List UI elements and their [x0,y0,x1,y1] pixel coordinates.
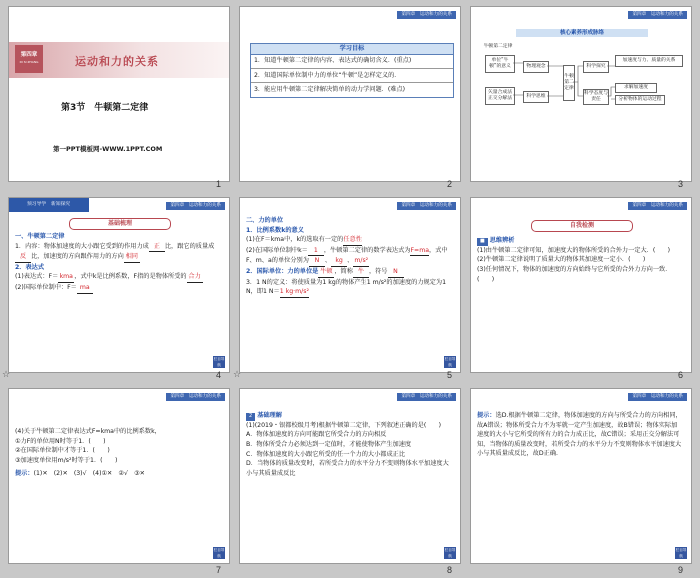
slide-number: 5 [447,370,453,380]
slide-7[interactable] [8,388,230,564]
paragraph: (1)在F＝kma中，k的选取有一定的任意性 [246,235,451,246]
slide-number: 7 [216,565,222,575]
paragraph: 2．国际单位：力的单位是 牛顿 ，简称 牛 ，符号 N [246,267,451,278]
content [246,411,451,478]
paragraph: (2)在国际单位制中k＝ 1 ，牛顿第二定律的数学表达式为F=ma，式中F、m、a的单位分别为 N 、 kg 、m/s² [246,246,451,267]
back-button[interactable]: 栏目导航 [213,357,225,367]
back-button[interactable]: 栏目导航 [444,548,456,558]
chapter-tag: 第四章 运动和力的关系 [397,11,456,19]
slide-number: 4 [216,370,222,380]
slide-3[interactable] [470,6,692,182]
stem: (1)(2019・银都校级月考)根据牛顿第二定律，下列叙述正确的是( ) [246,421,442,429]
content [477,236,682,284]
back-button[interactable]: 栏目导航 [213,548,225,558]
slide-5[interactable] [239,197,461,373]
slide-9[interactable] [470,388,692,564]
content [15,427,220,479]
goal-item: 3．能应用牛顿第二定律解决简单的动力学问题．(难点) [254,86,406,94]
node: 科学思维 [523,91,549,103]
slide-6[interactable] [470,197,692,373]
chapter-tag: 第四章 运动和力的关系 [628,11,687,19]
section-title: 基础梳理 [69,218,171,230]
node: 物理观念 [523,61,549,73]
slide-1[interactable] [8,6,230,182]
back-button[interactable]: 栏目导航 [675,548,687,558]
star-icon: ☆ [2,370,11,380]
item: ①力F的单位用N时等于1．( ) [15,437,106,445]
slide-4[interactable] [8,197,230,373]
chapter-tag: 第四章 运动和力的关系 [166,202,225,210]
mind-map [483,43,683,131]
paragraph: 3．1 N的定义：将使质量为1 kg的物体产生1 m/s²的加速度的力规定为1 N，即1 N＝1 kg·m/s² [246,278,451,298]
item: ③加速度单位用m/s²时等于1．( ) [15,456,118,464]
node: 矢量合成法正交分解法 [485,87,515,105]
content [15,232,220,294]
node: 科学探究 [583,61,609,73]
question: (2)牛顿第二定律说明了质量大的物体其加速度一定小．( ) [477,256,646,264]
goal-item: 1．知道牛顿第二定律的内容、表达式的确切含义．(重点) [251,54,453,69]
node-root: 牛顿第二定律 [483,44,513,50]
tag: 2 基础理解 [246,411,451,421]
node: 加速度与力、质量的关系 [615,55,683,67]
heading: 2．表达式 [15,263,45,271]
option: D．当物体的质量改变时，若所受合力的水平分力不变则物体水平加速度大小与其质量成反比 [246,460,449,477]
question: (3)任何情况下，物体的加速度的方向始终与它所受的合外力方向一致．( ) [477,265,672,283]
paragraph: 1．内容：物体加速度的大小跟它受到的作用力成 正 比，跟它的质量成反 比，加速度的方向跟作用力的方向 相同 [15,242,220,263]
content [246,216,451,298]
question: (1)由牛顿第二定律可知，加速度大的物体所受的合外力一定大．( ) [477,246,671,254]
tag-icon: ■ [477,238,488,246]
slide-number: 3 [678,179,684,189]
node: 分析物体的运动过程 [615,95,665,105]
slide-number: 6 [678,370,684,380]
goal-item: 2．知道国际单位制中力的单位“牛顿”是怎样定义的． [251,69,453,84]
node-center: 牛顿第二定律 [563,65,575,101]
chapter-badge: 第四章 DI SI ZHANG [15,45,43,73]
diagram-header: 核心素养形成脉络 [516,29,648,37]
star-icon: ☆ [233,370,242,380]
paragraph: (2)国际单位制中：F＝ ma [15,283,220,294]
section-title: 自我检测 [531,220,633,232]
slide-2[interactable] [239,6,461,182]
heading: 一、牛顿第二定律 [15,233,65,240]
goals-header: 学习目标 [250,43,454,55]
back-button[interactable]: 栏目导航 [444,357,456,367]
tag: ■ 思维辨析 [477,236,682,246]
node: 求解加速度 [615,83,657,93]
footer-text: 第一PPT模板网-WWW.1PPT.COM [53,145,163,153]
chapter-tag: 第四章 运动和力的关系 [166,393,225,401]
slide-number: 1 [216,179,222,189]
option: C．物体加速度的大小跟它所受的任一个力的大小都成正比 [246,450,406,458]
node: 科学态度与责任 [583,89,609,105]
answer: 提示：选D.根据牛顿第二定律，物体加速度的方向与所受合力的方向相同，故A错误；物体所受合力不为零就一定产生加速度，故B错误；物体实际加速度的大小与它所受的所有力的合力成正比，故C错误；采用正交分解法可知，当物体的质量改变时，若所受合力的水平分力不变则物体水平加速度大小与其质量成反比，故D正确. [477,412,682,458]
paragraph: (1)表达式：F＝kma，式中k是比例系数，F指的是物体所受的 合力 [15,272,220,283]
chapter-tag: 第四章 运动和力的关系 [397,202,456,210]
heading: 二、力的单位 [246,217,284,224]
section-bar: 预习导学 新知探究 [9,198,89,212]
slide-8[interactable] [239,388,461,564]
option: A．物体加速度的方向可能跟它所受合力的方向相反 [246,431,387,439]
content [477,411,682,459]
question: (4)关于牛顿第二定律表达式F=kma中的比例系数k， [15,428,161,435]
hint: 提示：(1)✕ (2)✕ (3)√ (4)①✕ ②√ ③✕ [15,470,145,478]
chapter-tag: 第四章 运动和力的关系 [628,393,687,401]
tag-icon: 2 [246,413,255,421]
chapter-tag: 第四章 运动和力的关系 [397,393,456,401]
option: B．物体所受合力必须达到一定值时，才能使物体产生加速度 [246,440,412,448]
heading: 1．比例系数k的意义 [246,226,304,234]
section-title: 第3节 牛顿第二定律 [61,103,149,113]
item: ②在国际单位制中才等于1．( ) [15,447,110,455]
goals-list [250,54,454,98]
slide-number: 2 [447,179,453,189]
node: 单位“牛顿”的意义 [485,55,515,73]
slide-number: 8 [447,565,453,575]
chapter-tag: 第四章 运动和力的关系 [628,202,687,210]
connector-lines [483,43,683,131]
lesson-title: 运动和力的关系 [75,55,159,68]
slide-number: 9 [678,565,684,575]
